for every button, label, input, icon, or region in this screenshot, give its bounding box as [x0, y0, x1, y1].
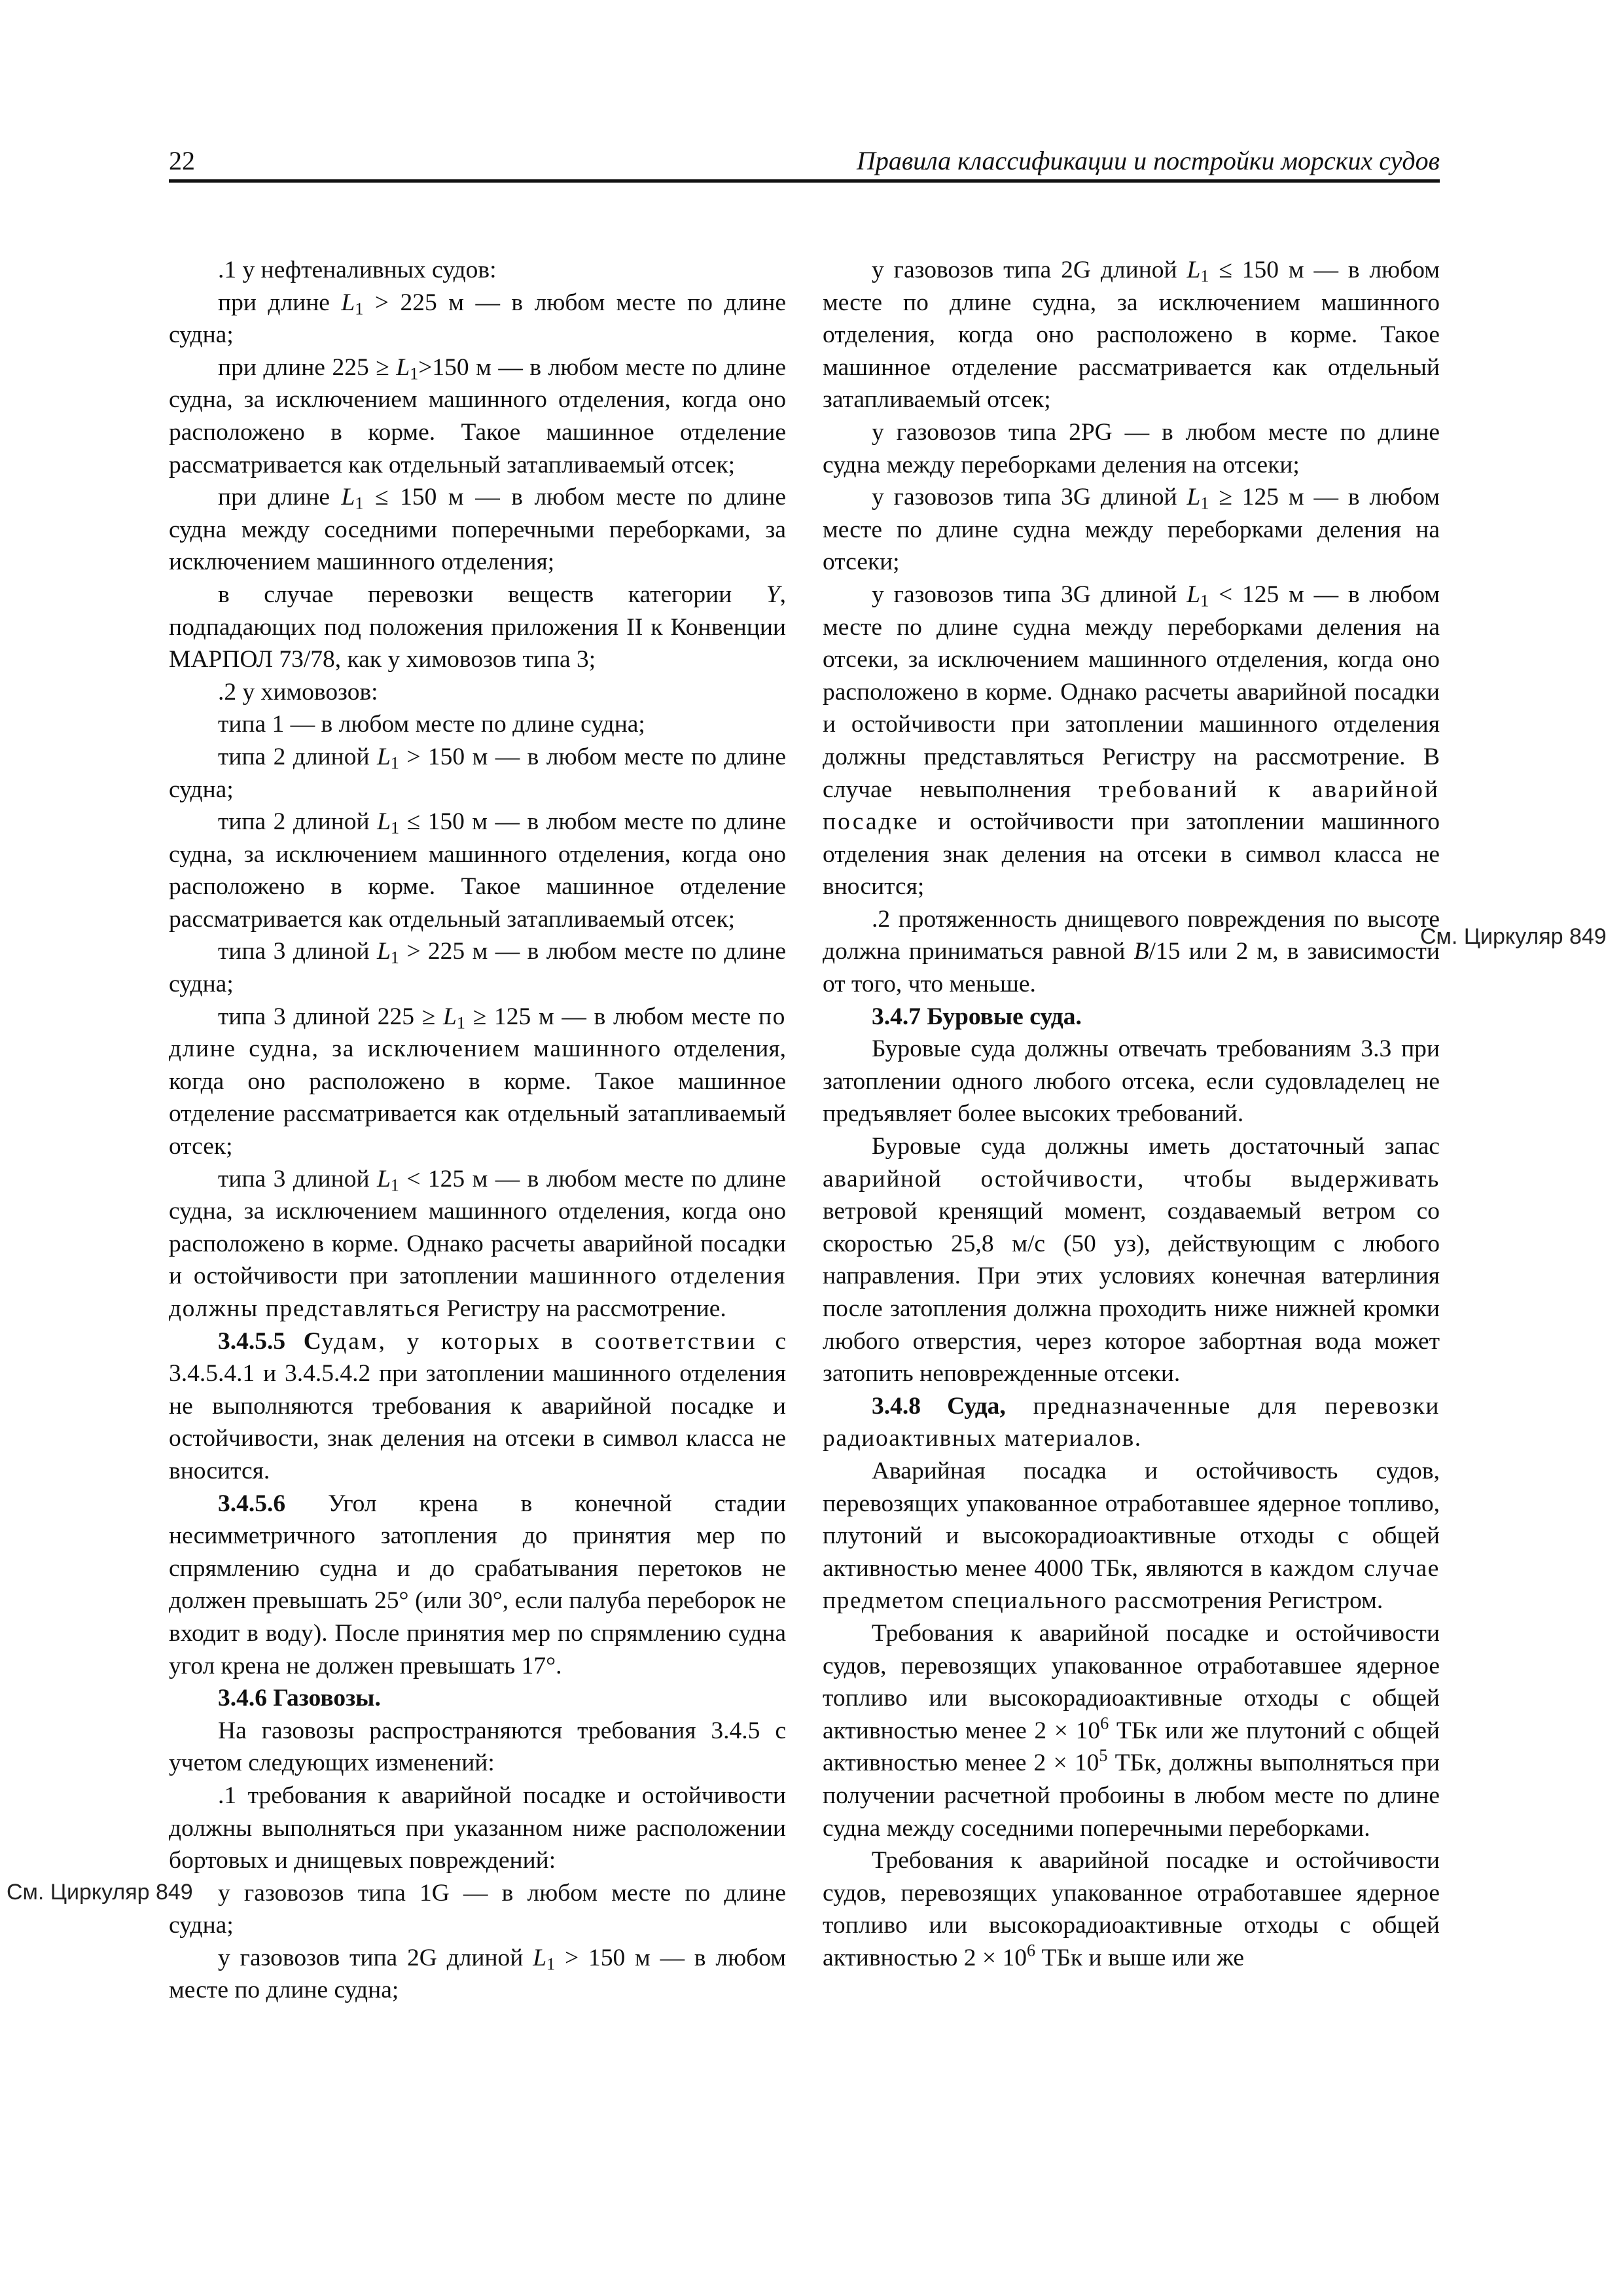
paragraph: при длине $L_1 \le 150$ м — в любом месте по длине судна между соседними поперечными переборками, за исключением машинного отделения; — [169, 484, 786, 576]
section-heading: 3.4.6 Газовозы. — [218, 1685, 381, 1712]
paragraph: На газовозы распространяются требования 3.4.5 с учетом следующих изменений: — [169, 1717, 786, 1777]
paragraph: Буровые суда должны иметь достаточный запас аварийной остойчивости, чтобы выдерживать ветровой кренящий момент, создаваемый ветром со скоростью 25,8 м/с (50 уз), действующим с любого направления. При этих условиях конечная ватерлиния после затопления должна проходить ниже нижней кромки любого отверстия, через которое забортная вода может затопить неповрежденные отсеки. — [823, 1133, 1440, 1388]
page-header — [169, 140, 1440, 183]
paragraph: при длине $L_1 > 225$ м — в любом месте по длине судна; — [169, 289, 786, 349]
paragraph: типа 3 длиной $225 \ge L_1 \ge 125$ м — в любом месте по длине судна, за исключением машинного отделения, когда оно расположено в корме. Такое машинное отделение рассматривается как отдельный затапливаемый отсек; — [169, 1003, 787, 1160]
paragraph: у газовозов типа 3G длиной $L_1 \ge 125$ м — в любом месте по длине судна между переборками деления на отсеки; — [823, 484, 1440, 576]
paragraph: .1 у нефтеналивных судов: — [218, 257, 497, 283]
page-number: 22 — [169, 146, 195, 175]
paragraph: у газовозов типа 2G длиной $L_1 \le 150$ м — в любом месте по длине судна, за исключением машинного отделения, когда оно расположено в корме. Такое машинное отделение рассматривается как отдельный затапливаемый отсек; — [823, 257, 1440, 414]
paragraph: типа 1 — в любом месте по длине судна; — [218, 711, 645, 738]
paragraph: типа 3 длиной $L_1 < 125$ м — в любом месте по длине судна, за исключением машинного отделения, когда оно расположено в корме. Однако расчеты аварийной посадки и остойчивости при затоплении машинного отделения должны представляться Регистру на рассмотрение. — [169, 1165, 786, 1322]
paragraph: типа 2 длиной $L_1 > 150$ м — в любом месте по длине судна; — [169, 743, 786, 803]
paragraph: в случае перевозки веществ категории Y, подпадающих под положения приложения II к Конвенции МАРПОЛ 73/78, как у химовозов типа 3; — [169, 581, 786, 673]
paragraph: у газовозов типа 1G — в любом месте по длине судна; — [169, 1879, 786, 1939]
section-heading: 3.4.8 Суда, предназначенные для перевозки радиоактивных материалов. — [823, 1392, 1440, 1452]
left-column — [169, 254, 786, 2007]
paragraph: Буровые суда должны отвечать требованиям 3.3 при затоплении одного любого отсека, если судовладелец не предъявляет более высоких требований. — [823, 1035, 1440, 1128]
paragraph: Аварийная посадка и остойчивость судов, перевозящих упакованное отработавшее ядерное топливо, плутоний и высокорадиоактивные отходы с общей активностью менее 4000 ТБк, являются в каждом случае предметом специального рассмотрения Регистром. — [823, 1457, 1440, 1615]
paragraph: .1 требования к аварийной посадке и остойчивости должны выполняться при указанном ниже расположении бортовых и днищевых повреждений: — [169, 1782, 786, 1874]
paragraph: у газовозов типа 2G длиной $L_1 > 150$ м — в любом месте по длине судна; — [169, 1944, 786, 2004]
paragraph: типа 3 длиной $L_1 > 225$ м — в любом месте по длине судна; — [169, 938, 786, 998]
paragraph: при длине $225 \ge L_1>150$ м — в любом месте по длине судна, за исключением машинного отделения, когда оно расположено в корме. Такое машинное отделение рассматривается как отдельный затапливаемый отсек; — [169, 353, 786, 478]
margin-note-right[interactable]: См. Циркуляр 849 — [1420, 924, 1607, 949]
paragraph: у газовозов типа 3G длиной $L_1 < 125$ м — в любом месте по длине судна между переборками деления на отсеки, за исключением машинного отделения, когда оно расположено в корме. Однако расчеты аварийной посадки и остойчивости при затоплении машинного отделения должны представляться Регистру на рассмотрение. В случае невыполнения требований к аварийной посадке и остойчивости при затоплении машинного отделения знак деления на отсеки в символ класса не вносится; — [823, 581, 1440, 901]
margin-note-left[interactable]: См. Циркуляр 849 — [7, 1880, 193, 1905]
paragraph: типа 2 длиной $L_1 \le 150$ м — в любом месте по длине судна, за исключением машинного отделения, когда оно расположено в корме. Такое машинное отделение рассматривается как отдельный затапливаемый отсек; — [169, 808, 786, 933]
paragraph: .2 у химовозов: — [218, 678, 378, 706]
paragraph: 3.4.5.6 Угол крена в конечной стадии несимметричного затопления до принятия мер по спрямлению судна и до срабатывания перетоков не должен превышать 25° (или 30°, если палуба переборок не входит в воду). После принятия мер по спрямлению судна угол крена не должен превышать 17°. — [169, 1490, 786, 1679]
paragraph: .2 протяженность днищевого повреждения по высоте должна приниматься равной B/15 или 2 м, в зависимости от того, что меньше. — [823, 905, 1440, 998]
paragraph: 3.4.5.5 Судам, у которых в соответствии с 3.4.5.4.1 и 3.4.5.4.2 при затоплении машинного отделения не выполняются требования к аварийной посадке и остойчивости, знак деления на отсеки в символ класса не вносится. — [169, 1327, 786, 1484]
running-title: Правила классификации и постройки морских судов — [856, 146, 1440, 175]
paragraph: у газовозов типа 2PG — в любом месте по длине судна между переборками деления на отсеки; — [823, 418, 1440, 478]
paragraph: Требования к аварийной посадке и остойчивости судов, перевозящих упакованное отработавшее ядерное топливо или высокорадиоактивные отходы с общей активностью $2 \times 10^6$ ТБк и выше или же — [823, 1847, 1440, 1971]
section-heading: 3.4.7 Буровые суда. — [872, 1003, 1082, 1030]
paragraph: Требования к аварийной посадке и остойчивости судов, перевозящих упакованное отработавшее ядерное топливо или высокорадиоактивные отходы с общей активностью менее $2 \times 10^6$ ТБк или же плутоний с общей активностью менее $2 \times 10^5$ ТБк, должны выполняться при получении расчетной пробоины в любом месте по длине судна между соседними поперечными переборками. — [823, 1619, 1440, 1842]
right-column — [823, 254, 1440, 1974]
